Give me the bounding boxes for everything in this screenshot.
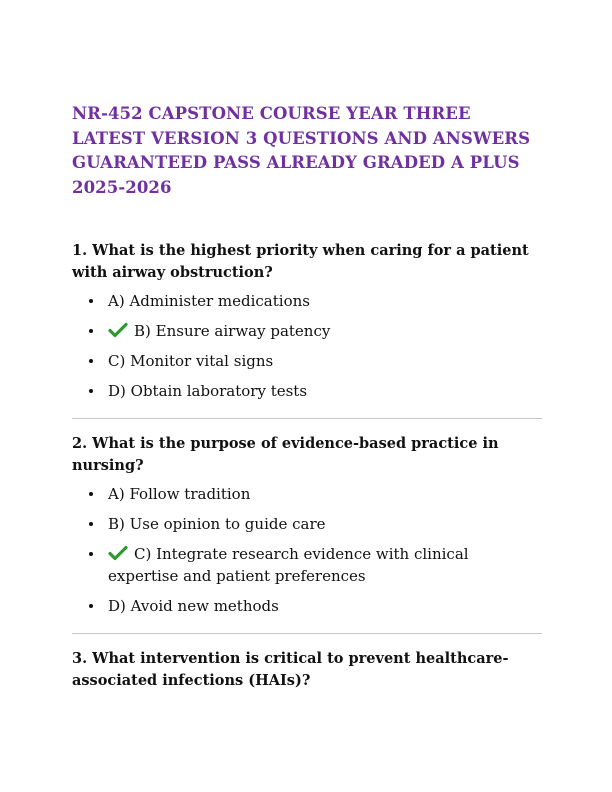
answer-option-correct: B) Ensure airway patency xyxy=(72,320,542,342)
answer-option: D) Avoid new methods xyxy=(72,595,542,617)
bullet xyxy=(89,552,93,556)
answer-option-correct: C) Integrate research evidence with clinical expertise and patient preferences xyxy=(72,543,542,587)
question-block-3 xyxy=(72,648,542,691)
answer-option: B) Use opinion to guide care xyxy=(72,513,542,535)
bullet xyxy=(89,389,93,393)
check-icon xyxy=(108,545,128,561)
bullet xyxy=(89,604,93,608)
bullet xyxy=(89,492,93,496)
answer-options-list xyxy=(72,483,542,617)
question-text: 3. What intervention is critical to prevent healthcare-associated infections (HAIs)? xyxy=(72,650,509,689)
bullet xyxy=(89,359,93,363)
question-text: 1. What is the highest priority when caring for a patient with airway obstruction? xyxy=(72,242,529,281)
section-divider xyxy=(72,633,542,634)
answer-option: A) Follow tradition xyxy=(72,483,542,505)
document-page xyxy=(72,102,542,691)
answer-option: C) Monitor vital signs xyxy=(72,350,542,372)
question-block-2 xyxy=(72,433,542,617)
question-block-1 xyxy=(72,240,542,402)
section-divider xyxy=(72,418,542,419)
bullet xyxy=(89,329,93,333)
bullet xyxy=(89,522,93,526)
document-title: NR-452 CAPSTONE COURSE YEAR THREE LATEST VERSION 3 QUESTIONS AND ANSWERS GUARANTEED PASS ALREADY GRADED A PLUS 2025-2026 xyxy=(72,104,531,197)
bullet xyxy=(89,299,93,303)
answer-option: D) Obtain laboratory tests xyxy=(72,380,542,402)
check-icon xyxy=(108,322,128,338)
answer-option: A) Administer medications xyxy=(72,290,542,312)
answer-options-list xyxy=(72,290,542,402)
question-text: 2. What is the purpose of evidence-based practice in nursing? xyxy=(72,435,499,474)
